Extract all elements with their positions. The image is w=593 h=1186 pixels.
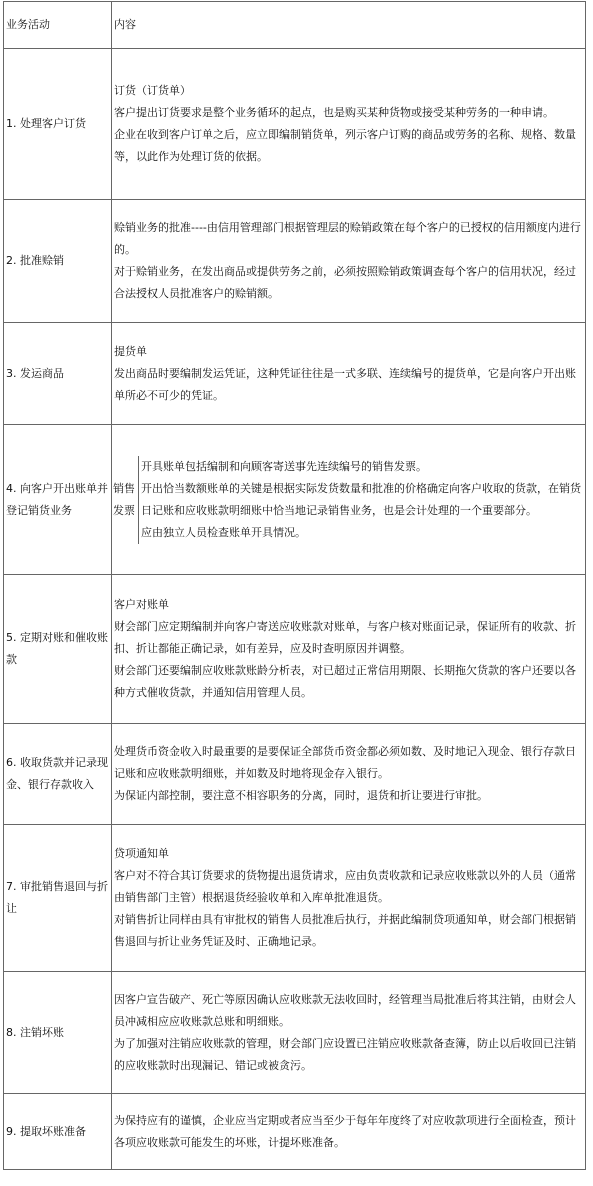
content-cell bbox=[112, 972, 586, 1094]
content-paragraph: 客户对账单 bbox=[114, 598, 169, 611]
table-row bbox=[4, 323, 586, 425]
table-header-row bbox=[4, 2, 586, 49]
content-paragraph: 财会部门应定期编制并向客户寄送应收账款对账单，与客户核对账面记录，保证所有的收款、折扣、折让都能正确记录，如有差异，应及时查明原因并调整。 bbox=[114, 620, 576, 655]
activity-cell: 9. 提取坏账准备 bbox=[4, 1094, 112, 1170]
table-row bbox=[4, 200, 586, 323]
table-row bbox=[4, 825, 586, 972]
content-paragraph: 对销售折让同样由具有审批权的销售人员批准后执行，并据此编制贷项通知单，财会部门根据销售退回与折让业务凭证及时、正确地记录。 bbox=[114, 913, 576, 948]
content-paragraph: 客户提出订货要求是整个业务循环的起点，也是购买某种货物或接受某种劳务的一种申请。 bbox=[114, 106, 554, 119]
content-cell bbox=[112, 200, 586, 323]
content-cell bbox=[112, 49, 586, 200]
table-row bbox=[4, 972, 586, 1094]
content-paragraph: 开具账单包括编制和向顾客寄送事先连续编号的销售发票。 bbox=[141, 459, 427, 473]
activity-cell: 6. 收取货款并记录现金、银行存款收入 bbox=[4, 724, 112, 825]
content-cell bbox=[112, 575, 586, 724]
content-paragraph: 对于赊销业务，在发出商品或提供劳务之前，必须按照赊销政策调查每个客户的信用状况，经过合法授权人员批准客户的赊销额。 bbox=[114, 265, 576, 300]
sub-label-cell: 销售发票 bbox=[112, 456, 139, 544]
table-row bbox=[4, 724, 586, 825]
content-paragraph: 赊销业务的批准----由信用管理部门根据管理层的赊销政策在每个客户的已授权的信用额度内进行的。 bbox=[114, 221, 581, 256]
content-paragraph: 贷项通知单 bbox=[114, 847, 169, 860]
content-paragraph: 开出恰当数额账单的关键是根据实际发货数量和批准的价格确定向客户收取的货款，在销货日记账和应收账款明细账中恰当地记录销售业务，也是会计处理的一个重要部分。 bbox=[141, 481, 581, 517]
activity-cell: 5. 定期对账和催收账款 bbox=[4, 575, 112, 724]
content-paragraph: 为了加强对注销应收账款的管理，财会部门应设置已注销应收账款备查簿，防止以后收回已注销的应收账款时出现漏记、错记或被贪污。 bbox=[114, 1036, 576, 1072]
content-paragraph: 财会部门还要编制应收账款账龄分析表，对已超过正常信用期限、长期拖欠货款的客户还要以各种方式催收货款，并通知信用管理人员。 bbox=[114, 664, 576, 699]
table-row bbox=[4, 49, 586, 200]
activity-cell: 4. 向客户开出账单并登记销货业务 bbox=[4, 425, 112, 575]
content-paragraph: 为保持应有的谨慎，企业应当定期或者应当至少于每年年度终了对应收款项进行全面检查，预计各项应收账款可能发生的坏账，计提坏账准备。 bbox=[114, 1113, 576, 1149]
activity-cell: 1. 处理客户订货 bbox=[4, 49, 112, 200]
content-paragraph: 处理货币资金收入时最重要的是要保证全部货币资金都必须如数、及时地记入现金、银行存款日记账和应收账款明细账，并如数及时地将现金存入银行。 bbox=[114, 745, 576, 780]
activity-cell: 3. 发运商品 bbox=[4, 323, 112, 425]
table-row bbox=[4, 425, 586, 575]
table-body bbox=[4, 2, 586, 1170]
content-paragraph: 企业在收到客户订单之后，应立即编制销货单，列示客户订购的商品或劳务的名称、规格、数量等，以此作为处理订货的依据。 bbox=[114, 128, 576, 163]
content-paragraph: 为保证内部控制，要注意不相容职务的分离，同时，退货和折让要进行审批。 bbox=[114, 789, 488, 802]
business-activity-table bbox=[3, 1, 586, 1170]
table-row bbox=[4, 1094, 586, 1170]
content-cell bbox=[112, 724, 586, 825]
sub-content-cell bbox=[139, 456, 586, 544]
content-paragraph: 应由独立人员检查账单开具情况。 bbox=[141, 525, 306, 539]
content-cell bbox=[112, 323, 586, 425]
activity-cell: 8. 注销坏账 bbox=[4, 972, 112, 1094]
content-cell bbox=[112, 825, 586, 972]
content-paragraph: 提货单 bbox=[114, 344, 147, 358]
nested-table bbox=[112, 456, 585, 544]
content-paragraph: 因客户宣告破产、死亡等原因确认应收账款无法收回时，经管理当局批准后将其注销，由财会人员冲减相应应收账款总账和明细账。 bbox=[114, 992, 576, 1028]
header-content: 内容 bbox=[112, 2, 586, 49]
activity-cell: 2. 批准赊销 bbox=[4, 200, 112, 323]
content-paragraph: 发出商品时要编制发运凭证，这种凭证往往是一式多联、连续编号的提货单，它是向客户开出账单所必不可少的凭证。 bbox=[114, 366, 576, 402]
content-paragraph: 客户对不符合其订货要求的货物提出退货请求，应由负责收款和记录应收账款以外的人员（通常由销售部门主管）根据退货经验收单和入库单批准退货。 bbox=[114, 869, 576, 904]
activity-cell: 7. 审批销售退回与折让 bbox=[4, 825, 112, 972]
content-paragraph: 订货（订货单） bbox=[114, 84, 191, 97]
content-cell bbox=[112, 1094, 586, 1170]
content-cell bbox=[112, 425, 586, 575]
table-row bbox=[4, 575, 586, 724]
header-activity: 业务活动 bbox=[4, 2, 112, 49]
